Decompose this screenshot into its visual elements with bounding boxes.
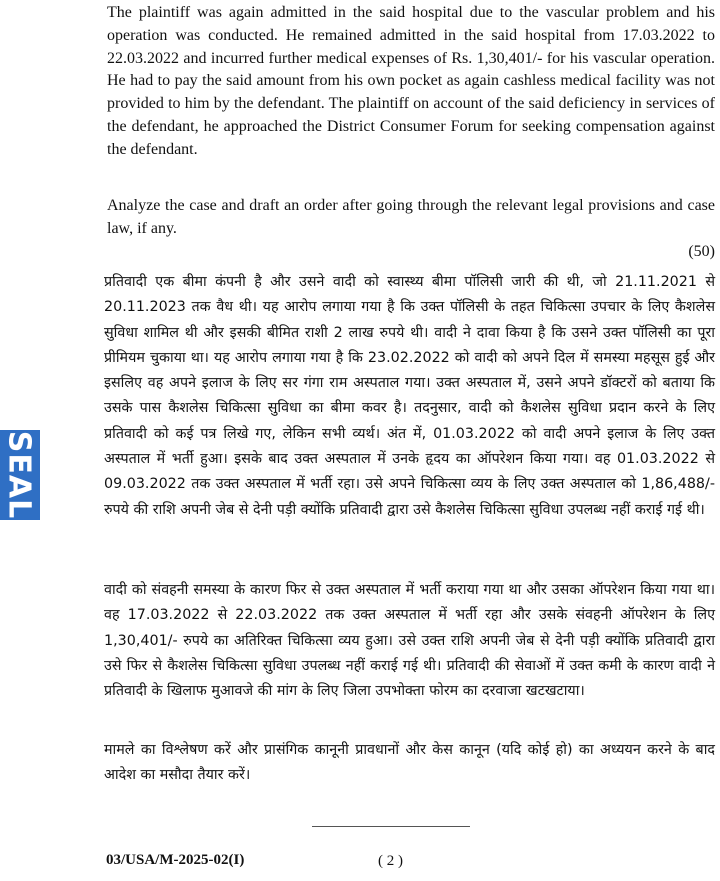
divider-line [312, 826, 470, 827]
marks: (50) [688, 242, 715, 260]
english-question-text: Analyze the case and draft an order after going through the relevant legal provisions and case law, if any. [107, 197, 715, 237]
hindi-paragraph-2: वादी को संवहनी समस्या के कारण फिर से उक्त अस्पताल में भर्ती कराया गया था और उसका ऑपरेशन किया गया था। वह 17.03.2022 से 22.03.2022 तक उक्त अस्पताल में भर्ती रहा और उसके संवहनी ऑपरेशन के लिए 1,30,401/- रुपये का अतिरिक्त चिकित्सा व्यय हुआ। उसे उक्त राशि अपनी जेब से देनी पड़ी क्योंकि प्रतिवादी द्वारा उसे फिर से कैशलेस चिकित्सा सुविधा उपलब्ध नहीं कराई गई थी। प्रतिवादी की सेवाओं में उक्त कमी के कारण वादी ने प्रतिवादी के खिलाफ मुआवजे की मांग के लिए जिला उपभोक्ता फोरम का दरवाजा खटखटाया। [104, 582, 715, 700]
page-number: ( 2 ) [378, 853, 403, 869]
hindi-question: मामले का विश्लेषण करें और प्रासंगिक कानूनी प्रावधानों और केस कानून (यदि कोई हो) का अध्ययन करने के बाद आदेश का मसौदा तैयार करें। [104, 742, 715, 783]
english-question [107, 195, 715, 263]
paper-code: 03/USA/M-2025-02(I) [106, 852, 245, 868]
seal-stamp [0, 430, 40, 520]
hindi-paragraph-1: प्रतिवादी एक बीमा कंपनी है और उसने वादी को स्वास्थ्य बीमा पॉलिसी जारी की थी, जो 21.11.2021 से 20.11.2023 तक वैध थी। यह आरोप लगाया गया है कि उक्त पॉलिसी के तहत चिकित्सा उपचार के लिए कैशलेस सुविधा शामिल थी और इसकी बीमित राशी 2 लाख रुपये थी। वादी ने दावा किया है कि उसने उक्त पॉलिसी का पूरा प्रीमियम चुकाया था। यह आरोप लगाया गया है कि 23.02.2022 को वादी को अपने दिल में समस्या महसूस हुई और इसलिए वह अपने इलाज के लिए सर गंगा राम अस्पताल गया। उक्त अस्पताल में, उसने अपने डॉक्टरों को बताया कि उसके पास कैशलेस चिकित्सा सुविधा का बीमा कवर है। तदनुसार, वादी को कैशलेस सुविधा प्रदान करने के लिए प्रतिवादी को कई पत्र लिखे गए, लेकिन सभी व्यर्थ। अंत में, 01.03.2022 को वादी अपने इलाज के लिए उक्त अस्पताल में भर्ती हुआ। इसके बाद उक्त अस्पताल में उनके हृदय का ऑपरेशन किया गया। वह 01.03.2022 से 09.03.2022 तक उक्त अस्पताल में भर्ती रहा। उसे अपने चिकित्सा व्यय के लिए उक्त अस्पताल को 1,86,488/- रुपये की राशि अपनी जेब से देनी पड़ी क्योंकि प्रतिवादी द्वारा उसे कैशलेस चिकित्सा सुविधा उपलब्ध नहीं कराई गई थी। [104, 274, 715, 518]
seal-label: SEAL [1, 430, 37, 520]
english-paragraph: The plaintiff was again admitted in the said hospital due to the vascular problem and his operation was conducted. He remained admitted in the said hospital from 17.03.2022 to 22.03.2022 and incurred further medical expenses of Rs. 1,30,401/- for his vascular operation. He had to pay the said amount from his own pocket as again cashless medical facility was not provided to him by the defendant. The plaintiff on account of the said deficiency in services of the defendant, he approached the District Consumer Forum for seeking compensation against the defendant. [107, 4, 715, 158]
marks-row [107, 241, 715, 264]
